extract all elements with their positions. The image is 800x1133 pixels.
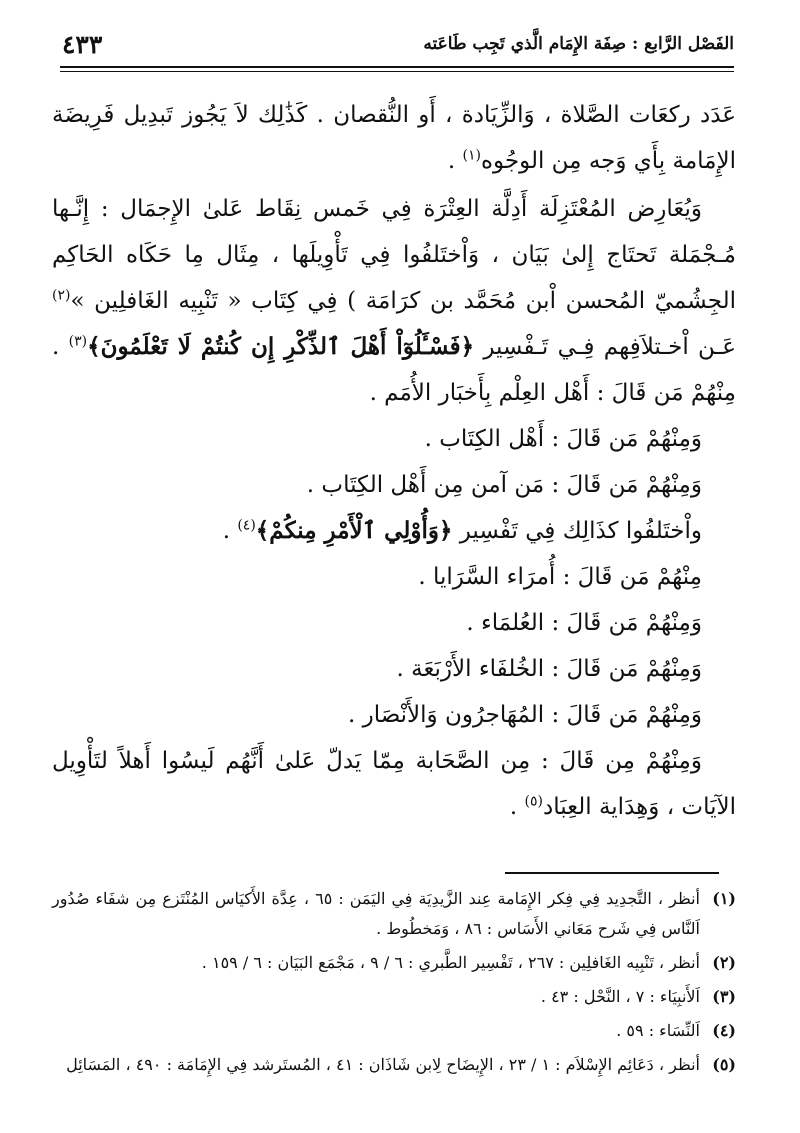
opinion-line: وَمِنْهُمْ مَن قَالَ : أَهْل الكِتَاب . [424,426,702,452]
paragraph-1-text: عَدَد ركعَات الصَّلاة ، وَالزِّيَادة ، أَو النُّقصان . كَذَٰلِك لاَ يَجُوز تَبدِيل فَرِيضَة الإِمَامة بِأَي وَجه مِن الوجُوه [52,102,736,174]
footnote-number: (٤) [712,1021,736,1040]
footnote-item [52,884,736,944]
quran-verse-1: ﴿فَسْـَٔلُوٓاْ أَهْلَ ٱلذِّكْرِ إِن كُنتُمْ لَا تَعْلَمُونَ﴾ [87,333,475,360]
quran-verse-2: ﴿وَأُوْلِي ٱلْأَمْرِ مِنكُمْ﴾ [255,517,453,544]
footnote-number: (١) [712,889,736,908]
paragraph-2-part1: وَيُعَارِض المُعْتَزِلَة أَدِلَّة العِتْرَة فِي خَمس نِقَاط عَلىٰ الإِجمَال : إِنَّـها مُـجْمَلة تَحتَاج إِلىٰ بَيَان ، وَاْختَلفُوا فِي تَأْوِيلَها ، مِثَال مِا حَكَاه الحَاكِم الجِشُميّ المُحسن اْبن مُحَمَّد بن كرَامَة ) فِي كِتَاب « تَنْبِيه الغَافلِين » [52,196,736,314]
footnote-ref-4: (٤) [237,517,256,534]
footnote-ref-1: (١) [462,147,481,164]
paragraph-1 [52,92,736,184]
opinion-line: وَمِنْهُمْ مَن قَالَ : مَن آمن مِن أَهْل الكِتَاب . [306,472,702,498]
footnote-text: اَلنِّسَاء : ٥٩ . [616,1021,700,1040]
opinion-line: وَمِنْهُمْ مَن قَالَ : العُلمَاء . [466,610,702,636]
footnote-item [52,982,736,1012]
footnote-separator [505,872,719,874]
footnote-text: أنظر ، تَنْبِيه الغَافلِين : ٢٦٧ ، تَفْسِير الطَّبري : ٦ / ٩ ، مَجْمَع البَيَان : ٦ / ١٥٩ . [201,953,700,972]
paragraph-2-part2: عَـن اْخـتلاَفِهم فِـي تَـفْسِير [474,334,736,360]
footnotes [52,884,736,1084]
footnote-number: (٢) [712,953,736,972]
paragraph-2 [52,186,736,416]
footnote-item [52,1050,736,1080]
paragraph-4-end: . [509,794,525,820]
opinion-line: مِنْهُمْ مَن قَالَ : أُمرَاء السَّرَايا . [418,564,702,590]
footnote-item [52,1016,736,1046]
paragraph-4 [52,738,736,830]
page-number: ٤٣٣ [62,30,103,59]
main-text [52,92,736,830]
footnote-ref-3: (٣) [68,333,88,350]
opinion-line: وَمِنْهُمْ مَن قَالَ : المُهَاجرُون وَالأَنْصَار . [347,702,702,728]
paragraph-4-text: وَمِنْهُمْ مِن قَالَ : مِن الصَّحَابة مِمّا يَدلّ عَلىٰ أَنَّهُم لَيسُوا أَهلاً لتَأْوِيل الآيَات ، وَهِدَاية العِبَاد [52,748,736,820]
footnote-text: أنظر ، التَّجدِيد فِي فِكر الإِمَامة عِند الزَّيدِيَة فِي اليَمَن : ٦٥ ، عِدَّة الأَكيَاس المُنْتَزع مِن شفَاء صُدُور اَلنَّاس فِي شَرح مَعَاني الأَسَاس : ٨٦ ، وَمَخطُوط . [52,889,701,938]
footnote-ref-5: (٥) [524,793,543,810]
paragraph-3-end: . [222,518,238,544]
paragraph-3-part1: واْختَلفُوا كذَالِك فِي تَفْسِير [452,518,702,544]
running-head [60,30,734,66]
footnote-text: أنظر ، دَعَائِم الإِسْلاَم : ١ / ٢٣ ، الإِيضَاح لِابن شَاذَان : ٤١ ، المُستَرشد فِي الإِمَامَة : ٤٩٠ ، المَسَائِل [66,1055,700,1074]
footnote-number: (٥) [712,1055,736,1074]
footnote-text: اَلأَنبِيَاء : ٧ ، النَّحْل : ٤٣ . [540,987,700,1006]
opinion-line: وَمِنْهُمْ مَن قَالَ : الخُلفَاء الأَرْبَعَة . [396,656,702,682]
running-title: الفَصْل الرَّابع : صِفَة الإِمَام الَّذي تَجِب طَاعَته [423,34,734,54]
footnote-ref-2: (٢) [52,287,71,304]
paragraph-2-part3: . مِنْهُمْ مَن قَالَ : أَهْل العِلْم بِأَخبَار الأُمَم . [52,334,736,406]
paragraph-1-end: . [447,148,463,174]
header-rule [60,66,734,68]
footnote-number: (٣) [712,987,736,1006]
header-rule-thin [60,71,734,72]
paragraph-3 [52,508,736,554]
footnote-item [52,948,736,978]
